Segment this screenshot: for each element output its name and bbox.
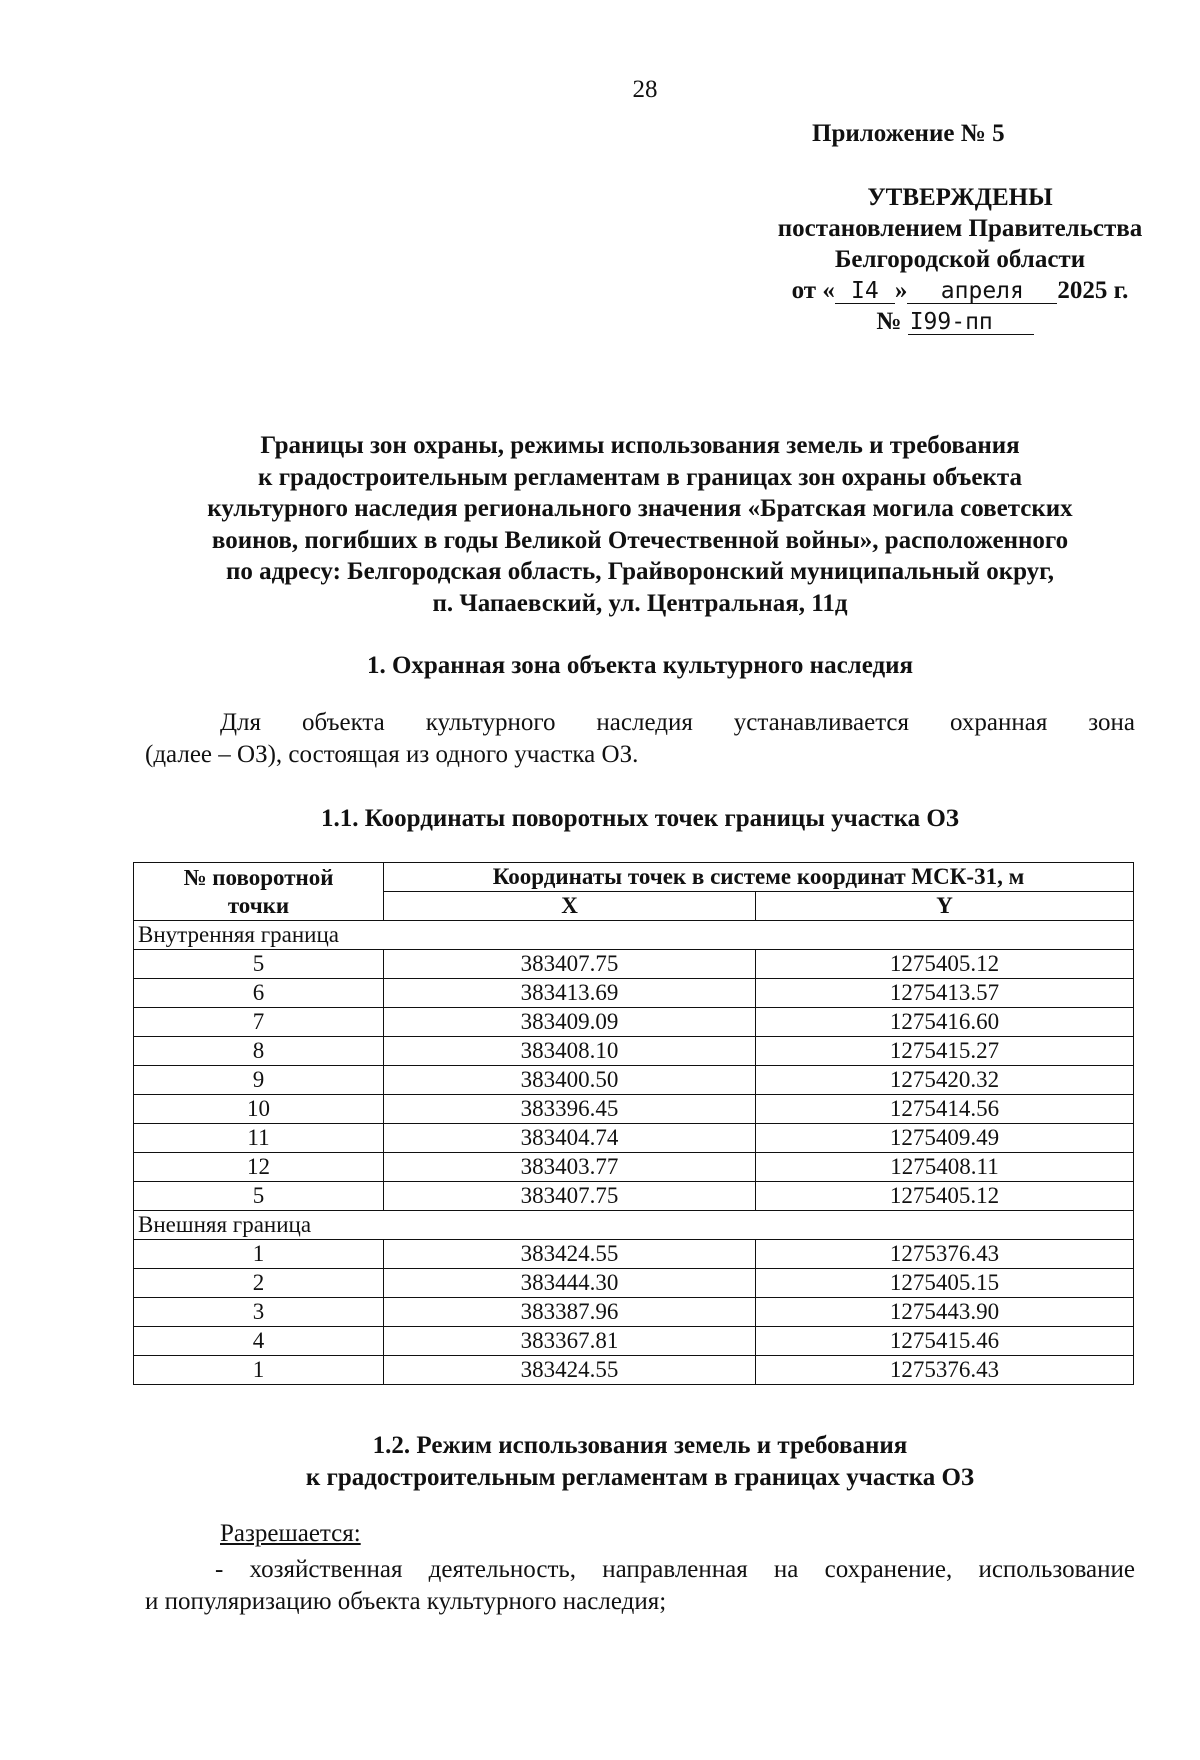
title-line: воинов, погибших в годы Великой Отечественной войны», расположенного [211,526,1069,554]
x-cell: 383407.75 [384,1182,756,1211]
table-row [134,1240,1134,1269]
approval-date [700,275,1200,306]
x-cell: 383424.55 [384,1356,756,1385]
x-cell: 383404.74 [384,1124,756,1153]
x-cell: 383387.96 [384,1298,756,1327]
paragraph-line: Для объекта культурного наследия устанавливается охранная зона [220,709,1135,736]
allowed-item [145,1554,1135,1618]
decree-number: I99-пп [908,310,1034,335]
point-number-header: № поворотной точки [134,863,384,921]
table-row [134,1037,1134,1066]
y-header: Y [756,892,1134,921]
x-cell: 383409.09 [384,1008,756,1037]
point-number-cell: 2 [134,1269,384,1298]
group-row [134,1211,1134,1240]
table-row [134,1356,1134,1385]
approved-heading: УТВЕРЖДЕНЫ [867,184,1053,211]
point-number-cell: 1 [134,1356,384,1385]
title-line: культурного наследия регионального значения «Братская могила советских [207,495,1073,522]
table-row [134,1298,1134,1327]
x-cell: 383396.45 [384,1095,756,1124]
allowed-item-line: и популяризацию объекта культурного наследия; [145,1588,667,1615]
y-cell: 1275405.12 [756,1182,1134,1211]
date-day: I4 [835,279,895,304]
point-number-cell: 10 [134,1095,384,1124]
table-row [134,1153,1134,1182]
point-number-cell: 1 [134,1240,384,1269]
y-cell: 1275405.12 [756,950,1134,979]
y-cell: 1275376.43 [756,1240,1134,1269]
page-number: 28 [632,76,658,103]
table-row [134,1327,1134,1356]
point-number-cell: 3 [134,1298,384,1327]
point-number-cell: 6 [134,979,384,1008]
approval-line-2: Белгородской области [834,246,1086,273]
paragraph-line: (далее – ОЗ), состоящая из одного участка ОЗ. [145,741,639,768]
y-cell: 1275420.32 [756,1066,1134,1095]
date-year: 2025 г. [1057,277,1129,304]
y-cell: 1275415.27 [756,1037,1134,1066]
title-line: Границы зон охраны, режимы использования земель и требования [260,432,1020,459]
group-label: Внешняя граница [134,1211,1134,1240]
table-row [134,1095,1134,1124]
point-number-cell: 8 [134,1037,384,1066]
table-row [134,1182,1134,1211]
point-number-cell: 11 [134,1124,384,1153]
section-1-paragraph [145,707,1135,771]
x-cell: 383407.75 [384,950,756,979]
x-cell: 383367.81 [384,1327,756,1356]
table-row [134,1066,1134,1095]
point-number-cell: 5 [134,1182,384,1211]
allowed-item-line: - хозяйственная деятельность, направленная на сохранение, использование [215,1556,1135,1583]
table-row [134,1008,1134,1037]
table-row [134,979,1134,1008]
x-cell: 383400.50 [384,1066,756,1095]
title-line: по адресу: Белгородская область, Грайворонский муниципальный округ, [226,558,1054,585]
point-number-cell: 12 [134,1153,384,1182]
x-header: X [384,892,756,921]
y-cell: 1275414.56 [756,1095,1134,1124]
approval-stamp [700,182,1200,337]
y-cell: 1275413.57 [756,979,1134,1008]
approval-line-1: постановлением Правительства [777,215,1143,242]
y-cell: 1275409.49 [756,1124,1134,1153]
y-cell: 1275415.46 [756,1327,1134,1356]
table-row [134,1269,1134,1298]
group-label: Внутренняя граница [134,921,1134,950]
x-cell: 383408.10 [384,1037,756,1066]
y-cell: 1275443.90 [756,1298,1134,1327]
point-number-cell: 7 [134,1008,384,1037]
point-number-cell: 9 [134,1066,384,1095]
date-month: апреля [907,279,1057,304]
allowed-label: Разрешается: [220,1520,361,1547]
x-cell: 383403.77 [384,1153,756,1182]
title-line: к градостроительным регламентам в границах зон охраны объекта [258,463,1022,491]
section-1-title: 1. Охранная зона объекта культурного наследия [366,652,914,679]
section-1-2-title: 1.2. Режим использования земель и требования к градостроительным регламентам в границах участка ОЗ [305,1432,975,1491]
y-cell: 1275405.15 [756,1269,1134,1298]
title-line: п. Чапаевский, ул. Центральная, 11д [432,589,848,617]
x-cell: 383424.55 [384,1240,756,1269]
x-cell: 383444.30 [384,1269,756,1298]
appendix-label: Приложение № 5 [812,120,1005,147]
coordinates-table [133,862,1134,1385]
number-prefix: № [876,308,902,335]
y-cell: 1275416.60 [756,1008,1134,1037]
point-number-cell: 5 [134,950,384,979]
section-1-1-title: 1.1. Координаты поворотных точек границы участка ОЗ [321,805,959,832]
point-number-cell: 4 [134,1327,384,1356]
document-title [140,430,1140,619]
y-cell: 1275408.11 [756,1153,1134,1182]
coordinates-header: Координаты точек в системе координат МСК-31, м [384,863,1134,892]
x-cell: 383413.69 [384,979,756,1008]
date-prefix: от « [791,277,835,304]
table-row [134,1124,1134,1153]
group-row [134,921,1134,950]
table-row [134,950,1134,979]
y-cell: 1275376.43 [756,1356,1134,1385]
approval-number [700,306,1200,337]
date-mid: » [894,277,908,304]
